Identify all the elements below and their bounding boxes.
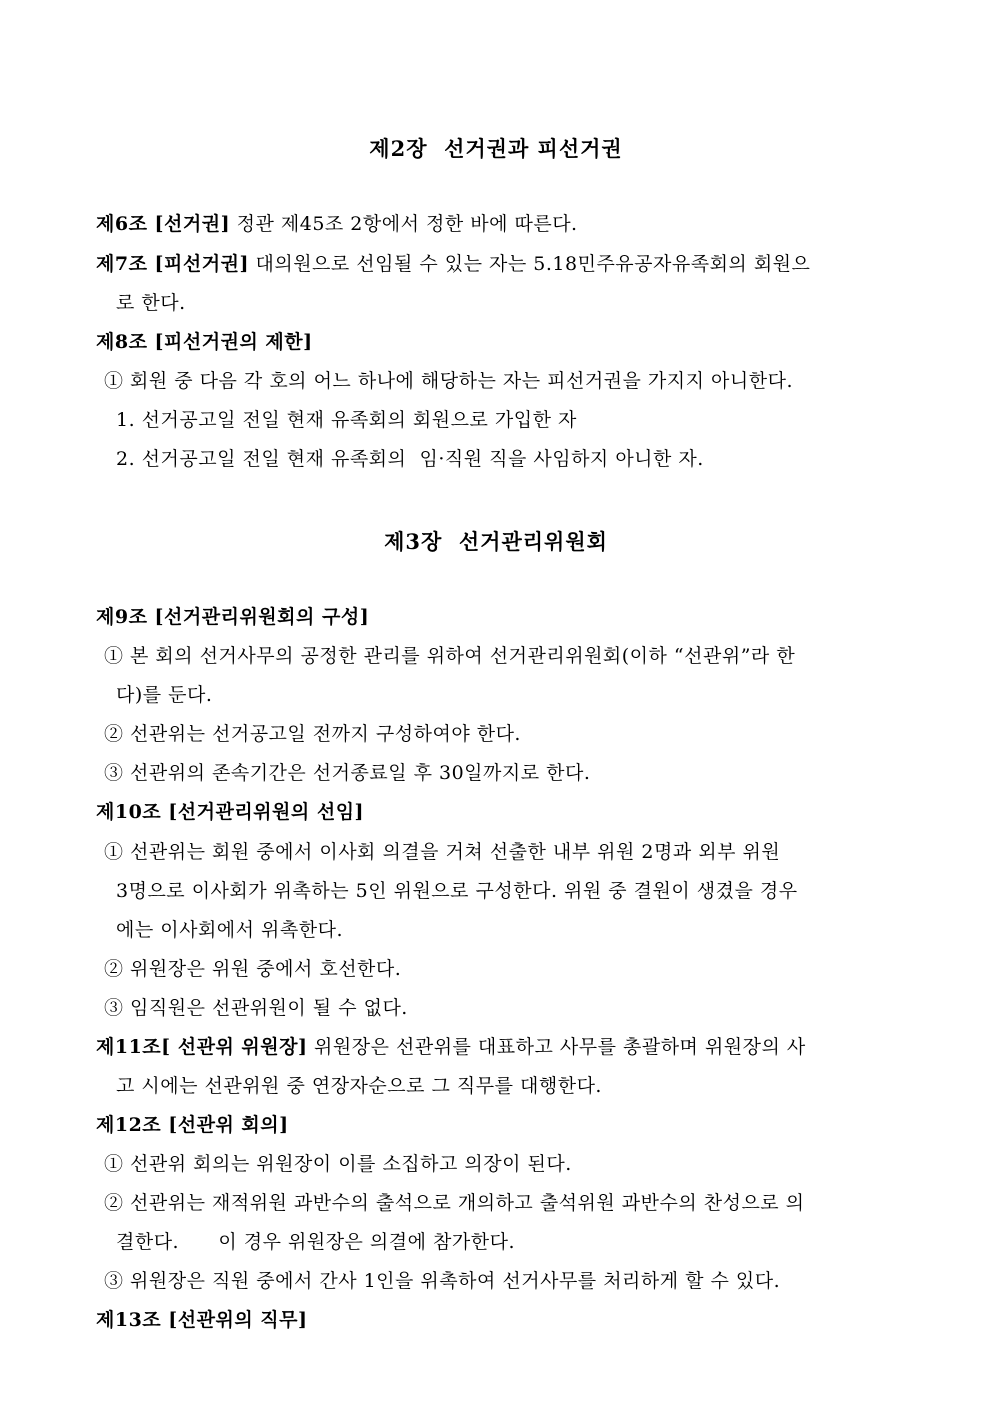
- chapter-2-heading: 제2장 선거권과 피선거권: [369, 136, 623, 161]
- article-6-heading: 제6조 [선거권]: [96, 213, 231, 235]
- article-12-paragraph-2-continuation: 결한다. 이 경우 위원장은 의결에 참가한다.: [116, 1231, 515, 1253]
- article-9-paragraph-1: ① 본 회의 선거사무의 공정한 관리를 위하여 선거관리위원회(이하 “선관위”라 한: [104, 645, 796, 667]
- article-10-heading: 제10조 [선거관리위원의 선임]: [96, 801, 365, 823]
- article-13-heading: 제13조 [선관위의 직무]: [96, 1309, 308, 1331]
- article-8-item-2: 2. 선거공고일 전일 현재 유족회의 임·직원 직을 사임하지 아니한 자.: [116, 448, 704, 470]
- article-9-paragraph-3: ③ 선관위의 존속기간은 선거종료일 후 30일까지로 한다.: [104, 762, 591, 784]
- article-10-paragraph-1-continuation-2: 에는 이사회에서 위촉한다.: [116, 919, 344, 941]
- article-11-continuation: 고 시에는 선관위원 중 연장자순으로 그 직무를 대행한다.: [116, 1075, 602, 1097]
- article-8-heading: 제8조 [피선거권의 제한]: [96, 331, 313, 353]
- article-10-paragraph-1-continuation-1: 3명으로 이사회가 위촉하는 5인 위원으로 구성한다. 위원 중 결원이 생겼을 경우: [116, 880, 798, 902]
- article-11: [96, 1035, 806, 1059]
- article-10-paragraph-2: ② 위원장은 위원 중에서 호선한다.: [104, 958, 402, 980]
- article-11-heading: 제11조[ 선관위 위원장]: [96, 1036, 308, 1058]
- article-9-heading: 제9조 [선거관리위원회의 구성]: [96, 606, 370, 628]
- article-11-body: 위원장은 선관위를 대표하고 사무를 총괄하며 위원장의 사: [307, 1036, 806, 1058]
- article-7-heading: 제7조 [피선거권]: [96, 253, 249, 275]
- article-9-paragraph-2: ② 선관위는 선거공고일 전까지 구성하여야 한다.: [104, 723, 521, 745]
- chapter-3-heading: 제3장 선거관리위원회: [384, 529, 608, 554]
- article-6-body: 정관 제45조 2항에서 정한 바에 따른다.: [230, 213, 578, 235]
- article-12-paragraph-1: ① 선관위 회의는 위원장이 이를 소집하고 의장이 된다.: [104, 1153, 572, 1175]
- article-7: [96, 252, 810, 276]
- article-12-paragraph-3: ③ 위원장은 직원 중에서 간사 1인을 위촉하여 선거사무를 처리하게 할 수 있다.: [104, 1270, 781, 1292]
- article-12-paragraph-2: ② 선관위는 재적위원 과반수의 출석으로 개의하고 출석위원 과반수의 찬성으로 의: [104, 1192, 805, 1214]
- article-6: [96, 212, 578, 236]
- article-8-paragraph-1: ① 회원 중 다음 각 호의 어느 하나에 해당하는 자는 피선거권을 가지지 아니한다.: [104, 370, 793, 392]
- article-12-heading: 제12조 [선관위 회의]: [96, 1114, 289, 1136]
- article-7-continuation: 로 한다.: [116, 292, 186, 314]
- article-10-paragraph-3: ③ 임직원은 선관위원이 될 수 없다.: [104, 997, 408, 1019]
- article-9-paragraph-1-continuation: 다)를 둔다.: [116, 684, 213, 706]
- article-7-body: 대의원으로 선임될 수 있는 자는 5.18민주유공자유족회의 회원으: [248, 253, 811, 275]
- article-10-paragraph-1: ① 선관위는 회원 중에서 이사회 의결을 거쳐 선출한 내부 위원 2명과 외부 위원: [104, 841, 781, 863]
- article-8-item-1: 1. 선거공고일 전일 현재 유족회의 회원으로 가입한 자: [116, 409, 577, 431]
